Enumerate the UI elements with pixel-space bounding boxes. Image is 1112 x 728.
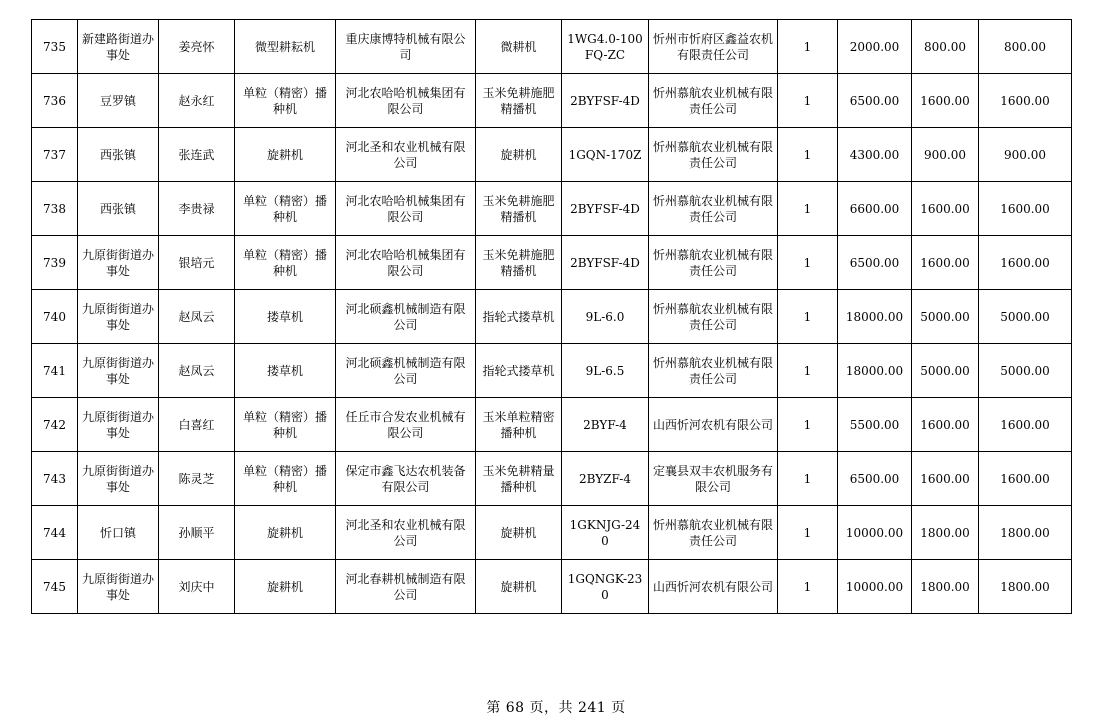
town-cell: 九原街街道办事处 <box>78 560 159 614</box>
model-cell: 2BYZF-4 <box>562 452 649 506</box>
name-cell: 李贵禄 <box>159 182 235 236</box>
table-row <box>32 506 1072 560</box>
name-cell: 赵凤云 <box>159 290 235 344</box>
total-subsidy-cell: 1600.00 <box>979 398 1072 452</box>
total-subsidy-cell: 1600.00 <box>979 74 1072 128</box>
manufacturer-cell: 河北圣和农业机械有限公司 <box>336 506 476 560</box>
model-cell: 1WG4.0-100FQ-ZC <box>562 20 649 74</box>
quantity-cell: 1 <box>778 344 838 398</box>
seq-cell: 740 <box>32 290 78 344</box>
town-cell: 西张镇 <box>78 182 159 236</box>
machine-type-cell: 微型耕耘机 <box>235 20 336 74</box>
machine-type-cell: 搂草机 <box>235 344 336 398</box>
product-name-cell: 旋耕机 <box>476 506 562 560</box>
dealer-cell: 忻州慕航农业机械有限责任公司 <box>649 74 778 128</box>
subsidy-table <box>31 19 1072 614</box>
quantity-cell: 1 <box>778 398 838 452</box>
price-cell: 4300.00 <box>838 128 912 182</box>
subsidy-cell: 1600.00 <box>912 74 979 128</box>
product-name-cell: 指轮式搂草机 <box>476 290 562 344</box>
price-cell: 10000.00 <box>838 506 912 560</box>
price-cell: 6500.00 <box>838 74 912 128</box>
price-cell: 18000.00 <box>838 344 912 398</box>
total-subsidy-cell: 5000.00 <box>979 290 1072 344</box>
machine-type-cell: 旋耕机 <box>235 506 336 560</box>
subsidy-cell: 1800.00 <box>912 560 979 614</box>
product-name-cell: 玉米单粒精密播种机 <box>476 398 562 452</box>
subsidy-cell: 1600.00 <box>912 236 979 290</box>
dealer-cell: 忻州慕航农业机械有限责任公司 <box>649 128 778 182</box>
table-row <box>32 344 1072 398</box>
dealer-cell: 忻州慕航农业机械有限责任公司 <box>649 344 778 398</box>
quantity-cell: 1 <box>778 20 838 74</box>
machine-type-cell: 旋耕机 <box>235 128 336 182</box>
price-cell: 5500.00 <box>838 398 912 452</box>
page-footer: 第 68 页，共 241 页 <box>486 700 626 716</box>
table-row <box>32 20 1072 74</box>
name-cell: 赵永红 <box>159 74 235 128</box>
manufacturer-cell: 河北农哈哈机械集团有限公司 <box>336 74 476 128</box>
quantity-cell: 1 <box>778 182 838 236</box>
town-cell: 九原街街道办事处 <box>78 290 159 344</box>
subsidy-cell: 1600.00 <box>912 182 979 236</box>
product-name-cell: 玉米免耕施肥精播机 <box>476 74 562 128</box>
name-cell: 孙顺平 <box>159 506 235 560</box>
town-cell: 九原街街道办事处 <box>78 236 159 290</box>
dealer-cell: 定襄县双丰农机服务有限公司 <box>649 452 778 506</box>
seq-cell: 739 <box>32 236 78 290</box>
machine-type-cell: 单粒（精密）播种机 <box>235 236 336 290</box>
product-name-cell: 玉米免耕施肥精播机 <box>476 236 562 290</box>
name-cell: 赵凤云 <box>159 344 235 398</box>
model-cell: 2BYFSF-4D <box>562 236 649 290</box>
subsidy-cell: 1600.00 <box>912 398 979 452</box>
name-cell: 银培元 <box>159 236 235 290</box>
total-subsidy-cell: 1800.00 <box>979 506 1072 560</box>
price-cell: 10000.00 <box>838 560 912 614</box>
product-name-cell: 指轮式搂草机 <box>476 344 562 398</box>
model-cell: 2BYFSF-4D <box>562 182 649 236</box>
machine-type-cell: 单粒（精密）播种机 <box>235 182 336 236</box>
quantity-cell: 1 <box>778 74 838 128</box>
dealer-cell: 山西忻河农机有限公司 <box>649 560 778 614</box>
total-subsidy-cell: 1600.00 <box>979 236 1072 290</box>
subsidy-cell: 800.00 <box>912 20 979 74</box>
total-subsidy-cell: 1600.00 <box>979 182 1072 236</box>
machine-type-cell: 旋耕机 <box>235 560 336 614</box>
town-cell: 西张镇 <box>78 128 159 182</box>
subsidy-cell: 1600.00 <box>912 452 979 506</box>
price-cell: 6500.00 <box>838 236 912 290</box>
table-row <box>32 452 1072 506</box>
manufacturer-cell: 任丘市合发农业机械有限公司 <box>336 398 476 452</box>
seq-cell: 743 <box>32 452 78 506</box>
manufacturer-cell: 河北硕鑫机械制造有限公司 <box>336 344 476 398</box>
town-cell: 豆罗镇 <box>78 74 159 128</box>
table-row <box>32 236 1072 290</box>
dealer-cell: 山西忻河农机有限公司 <box>649 398 778 452</box>
manufacturer-cell: 河北农哈哈机械集团有限公司 <box>336 236 476 290</box>
name-cell: 姜亮怀 <box>159 20 235 74</box>
table-row <box>32 182 1072 236</box>
model-cell: 9L-6.0 <box>562 290 649 344</box>
town-cell: 新建路街道办事处 <box>78 20 159 74</box>
subsidy-cell: 1800.00 <box>912 506 979 560</box>
model-cell: 2BYFSF-4D <box>562 74 649 128</box>
model-cell: 1GKNJG-240 <box>562 506 649 560</box>
town-cell: 九原街街道办事处 <box>78 452 159 506</box>
table-row <box>32 290 1072 344</box>
table-row <box>32 398 1072 452</box>
name-cell: 刘庆中 <box>159 560 235 614</box>
table-body <box>32 20 1072 614</box>
machine-type-cell: 单粒（精密）播种机 <box>235 452 336 506</box>
name-cell: 白喜红 <box>159 398 235 452</box>
total-subsidy-cell: 900.00 <box>979 128 1072 182</box>
model-cell: 1GQNGK-230 <box>562 560 649 614</box>
price-cell: 6600.00 <box>838 182 912 236</box>
product-name-cell: 旋耕机 <box>476 560 562 614</box>
table-row <box>32 560 1072 614</box>
town-cell: 忻口镇 <box>78 506 159 560</box>
price-cell: 6500.00 <box>838 452 912 506</box>
name-cell: 张连武 <box>159 128 235 182</box>
price-cell: 18000.00 <box>838 290 912 344</box>
model-cell: 9L-6.5 <box>562 344 649 398</box>
manufacturer-cell: 河北硕鑫机械制造有限公司 <box>336 290 476 344</box>
product-name-cell: 旋耕机 <box>476 128 562 182</box>
dealer-cell: 忻州市忻府区鑫益农机有限责任公司 <box>649 20 778 74</box>
manufacturer-cell: 河北农哈哈机械集团有限公司 <box>336 182 476 236</box>
price-cell: 2000.00 <box>838 20 912 74</box>
model-cell: 1GQN-170Z <box>562 128 649 182</box>
town-cell: 九原街街道办事处 <box>78 344 159 398</box>
name-cell: 陈灵芝 <box>159 452 235 506</box>
subsidy-cell: 5000.00 <box>912 344 979 398</box>
seq-cell: 742 <box>32 398 78 452</box>
seq-cell: 738 <box>32 182 78 236</box>
product-name-cell: 微耕机 <box>476 20 562 74</box>
product-name-cell: 玉米免耕施肥精播机 <box>476 182 562 236</box>
product-name-cell: 玉米免耕精量播种机 <box>476 452 562 506</box>
manufacturer-cell: 保定市鑫飞达农机装备有限公司 <box>336 452 476 506</box>
quantity-cell: 1 <box>778 452 838 506</box>
subsidy-cell: 5000.00 <box>912 290 979 344</box>
subsidy-cell: 900.00 <box>912 128 979 182</box>
seq-cell: 745 <box>32 560 78 614</box>
table-row <box>32 74 1072 128</box>
manufacturer-cell: 河北春耕机械制造有限公司 <box>336 560 476 614</box>
dealer-cell: 忻州慕航农业机械有限责任公司 <box>649 236 778 290</box>
seq-cell: 736 <box>32 74 78 128</box>
manufacturer-cell: 河北圣和农业机械有限公司 <box>336 128 476 182</box>
total-subsidy-cell: 1800.00 <box>979 560 1072 614</box>
total-subsidy-cell: 5000.00 <box>979 344 1072 398</box>
quantity-cell: 1 <box>778 236 838 290</box>
total-subsidy-cell: 1600.00 <box>979 452 1072 506</box>
seq-cell: 741 <box>32 344 78 398</box>
quantity-cell: 1 <box>778 506 838 560</box>
manufacturer-cell: 重庆康博特机械有限公司 <box>336 20 476 74</box>
machine-type-cell: 单粒（精密）播种机 <box>235 74 336 128</box>
table-row <box>32 128 1072 182</box>
seq-cell: 744 <box>32 506 78 560</box>
model-cell: 2BYF-4 <box>562 398 649 452</box>
dealer-cell: 忻州慕航农业机械有限责任公司 <box>649 182 778 236</box>
total-subsidy-cell: 800.00 <box>979 20 1072 74</box>
quantity-cell: 1 <box>778 290 838 344</box>
machine-type-cell: 单粒（精密）播种机 <box>235 398 336 452</box>
dealer-cell: 忻州慕航农业机械有限责任公司 <box>649 506 778 560</box>
dealer-cell: 忻州慕航农业机械有限责任公司 <box>649 290 778 344</box>
seq-cell: 735 <box>32 20 78 74</box>
town-cell: 九原街街道办事处 <box>78 398 159 452</box>
machine-type-cell: 搂草机 <box>235 290 336 344</box>
seq-cell: 737 <box>32 128 78 182</box>
quantity-cell: 1 <box>778 560 838 614</box>
quantity-cell: 1 <box>778 128 838 182</box>
